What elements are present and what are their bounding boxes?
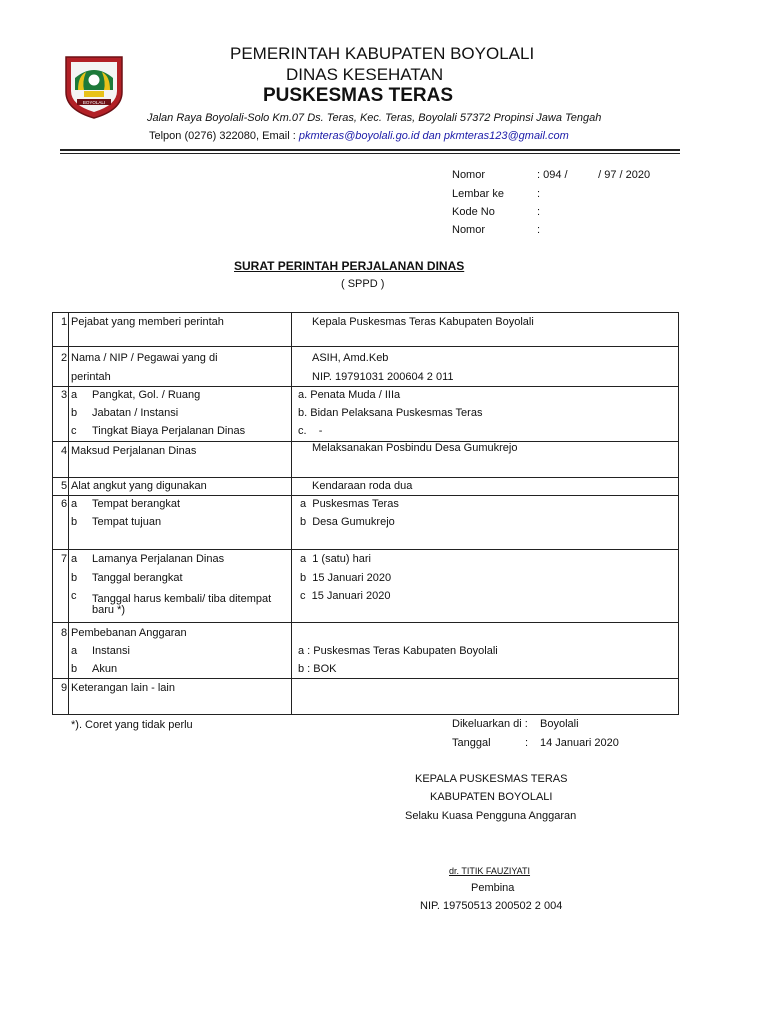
signatory-rank: Pembina (471, 882, 515, 894)
row3-a-value: a. Penata Muda / IIIa (298, 389, 401, 401)
row3-c-letter: c (71, 425, 77, 437)
meta-kode-label: Kode No (452, 206, 495, 218)
row2-value-name: ASIH, Amd.Keb (312, 352, 389, 364)
signatory-title: KEPALA PUSKESMAS TERAS (415, 773, 568, 785)
signatory-name: dr. TITIK FAUZIYATI (449, 866, 531, 876)
row8-b-label: Akun (92, 663, 118, 675)
row1-number: 1 (61, 316, 68, 328)
signatory-nip: NIP. 19750513 200502 2 004 (420, 900, 563, 912)
header-rule-thick (60, 149, 680, 151)
row8-a-value: a : Puskesmas Teras Kabupaten Boyolali (298, 645, 498, 657)
document-title: SURAT PERINTAH PERJALANAN DINAS (234, 259, 465, 273)
table-col-divider-num (68, 312, 69, 715)
meta-lembar-value: : (537, 188, 541, 200)
logo-text: BOYOLALI (82, 100, 106, 105)
email-link[interactable]: pkmteras@boyolali.go.id dan pkmteras123@gmail.com (298, 130, 569, 142)
row6-b-value: b Desa Gumukrejo (300, 516, 395, 528)
issued-at-label: Dikeluarkan di : (452, 718, 528, 730)
row7-c-value: c 15 Januari 2020 (300, 590, 391, 602)
header-address: Jalan Raya Boyolali-Solo Km.07 Ds. Teras, Kec. Teras, Boyolali 57372 Propinsi Jawa Tengah (147, 112, 602, 124)
row7-b-letter: b (71, 572, 78, 584)
row3-b-value: b. Bidan Pelaksana Puskesmas Teras (298, 407, 483, 419)
meta-nomor2-value: : (537, 224, 541, 236)
row7-c-label-line1: Tanggal harus kembali/ tiba ditempat (92, 593, 272, 605)
header-line1: PEMERINTAH KABUPATEN BOYOLALI (230, 44, 535, 63)
row4-label: Maksud Perjalanan Dinas (71, 445, 197, 457)
row8-a-label: Instansi (92, 645, 130, 657)
signatory-region: KABUPATEN BOYOLALI (430, 791, 553, 803)
row8-b-value: b : BOK (298, 663, 337, 675)
phone-label: Telpon (0276) 322080, Email : (149, 130, 299, 142)
row3-b-letter: b (71, 407, 78, 419)
row7-a-value: a 1 (satu) hari (300, 553, 371, 565)
row8-b-letter: b (71, 663, 78, 675)
row7-a-letter: a (71, 553, 78, 565)
row8-number: 8 (61, 627, 68, 639)
date-separator: : (525, 737, 529, 749)
row4-number: 4 (61, 445, 68, 457)
row3-b-label: Jabatan / Instansi (92, 407, 179, 419)
row2-label-line1: Nama / NIP / Pegawai yang di (71, 352, 218, 364)
table-row-line (52, 622, 679, 623)
meta-nomor-value: : 094 / / 97 / 2020 (537, 169, 651, 181)
row9-label: Keterangan lain - lain (71, 682, 175, 694)
meta-nomor2-label: Nomor (452, 224, 486, 236)
row1-label: Pejabat yang memberi perintah (71, 316, 224, 328)
row7-number: 7 (61, 553, 68, 565)
row6-number: 6 (61, 498, 68, 510)
meta-lembar-label: Lembar ke (452, 188, 504, 200)
row4-value: Melaksanakan Posbindu Desa Gumukrejo (312, 442, 518, 454)
header-contact (149, 130, 569, 142)
row7-a-label: Lamanya Perjalanan Dinas (92, 553, 225, 565)
row3-c-value: c. - (298, 425, 323, 437)
date-value: 14 Januari 2020 (540, 737, 619, 749)
row5-number: 5 (61, 480, 68, 492)
row3-a-letter: a (71, 389, 78, 401)
row8-label: Pembebanan Anggaran (71, 627, 187, 639)
meta-nomor-label: Nomor (452, 169, 486, 181)
row2-value-nip: NIP. 19791031 200604 2 011 (312, 371, 454, 383)
row3-c-label: Tingkat Biaya Perjalanan Dinas (92, 425, 246, 437)
document-subtitle: ( SPPD ) (341, 278, 385, 290)
header-rule-thin (60, 153, 680, 154)
footnote: *). Coret yang tidak perlu (71, 719, 193, 731)
signatory-role: Selaku Kuasa Pengguna Anggaran (405, 810, 577, 822)
row7-b-value: b 15 Januari 2020 (300, 572, 392, 584)
row5-value: Kendaraan roda dua (312, 480, 413, 492)
row9-number: 9 (61, 682, 68, 694)
row6-b-label: Tempat tujuan (92, 516, 162, 528)
row7-c-label-line2: baru *) (92, 604, 126, 616)
row6-a-value: a Puskesmas Teras (300, 498, 399, 510)
boyolali-logo (62, 54, 126, 120)
header-line2: DINAS KESEHATAN (286, 65, 444, 84)
row1-value: Kepala Puskesmas Teras Kabupaten Boyolali (312, 316, 534, 328)
table-row-line (52, 495, 679, 496)
row2-number: 2 (61, 352, 68, 364)
row2-label-line2: perintah (71, 371, 111, 383)
header-line3: PUSKESMAS TERAS (263, 85, 454, 106)
row6-a-label: Tempat berangkat (92, 498, 181, 510)
table-row-line (52, 549, 679, 550)
date-label: Tanggal (452, 737, 491, 749)
table-row-line (52, 477, 679, 478)
row7-b-label: Tanggal berangkat (92, 572, 183, 584)
row5-label: Alat angkut yang digunakan (71, 480, 207, 492)
row7-c-letter: c (71, 590, 77, 602)
issued-at-value: Boyolali (540, 718, 579, 730)
row6-a-letter: a (71, 498, 78, 510)
table-row-line (52, 346, 679, 347)
row3-number: 3 (61, 389, 68, 401)
table-col-divider-value (291, 312, 292, 715)
row6-b-letter: b (71, 516, 78, 528)
table-row-line (52, 386, 679, 387)
row8-a-letter: a (71, 645, 78, 657)
meta-kode-value: : (537, 206, 541, 218)
table-row-line (52, 678, 679, 679)
row3-a-label: Pangkat, Gol. / Ruang (92, 389, 201, 401)
